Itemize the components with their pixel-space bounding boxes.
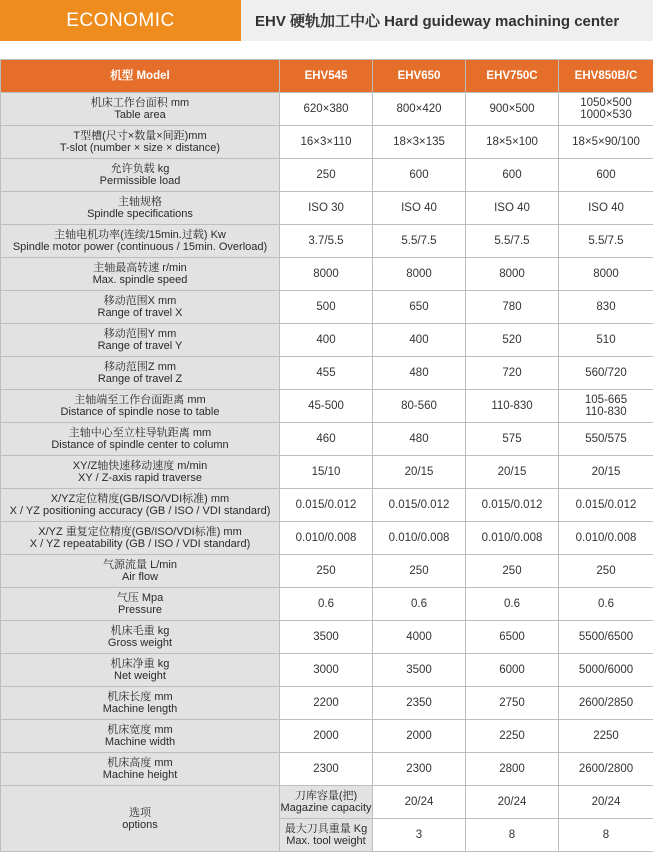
spec-value (280, 588, 373, 621)
row-label (1, 588, 280, 621)
table-row (1, 720, 653, 753)
spec-value (280, 93, 373, 126)
spec-value-line: 2800 (499, 763, 525, 775)
row-label-en: Permissible load (99, 175, 181, 187)
spec-value-line: 2600/2800 (578, 763, 634, 775)
table-row (1, 324, 653, 357)
table-row (1, 126, 653, 159)
spec-value (559, 456, 653, 489)
spec-value (373, 126, 466, 159)
spec-value-line: 20/24 (497, 796, 527, 808)
header-model: EHV750C (466, 60, 559, 93)
header-model: EHV650 (373, 60, 466, 93)
spec-value-line: 5500/6500 (578, 631, 634, 643)
row-label (1, 390, 280, 423)
spec-value (280, 390, 373, 423)
spec-value-line: ISO 30 (308, 202, 344, 214)
spec-value (466, 456, 559, 489)
spec-value (559, 489, 653, 522)
spec-value-line: 3500 (406, 664, 432, 676)
spec-value-line: 0.010/0.008 (388, 532, 450, 544)
spec-value (373, 621, 466, 654)
row-label (1, 225, 280, 258)
spec-value-line: 18×5×90/100 (572, 136, 640, 148)
spec-value-line: 3 (415, 829, 423, 841)
table-row (1, 489, 653, 522)
spec-value (559, 654, 653, 687)
spec-value (466, 522, 559, 555)
row-label-cn: 机床工作台面积 mm (90, 97, 190, 109)
spec-value (280, 489, 373, 522)
spec-value-line: 0.6 (318, 598, 334, 610)
spec-value (280, 621, 373, 654)
spec-value (466, 588, 559, 621)
spec-value-line: 250 (316, 169, 336, 181)
spec-value-line: 18×5×100 (486, 136, 538, 148)
table-row (1, 225, 653, 258)
spec-value (559, 93, 653, 126)
spec-value-line: 5.5/7.5 (494, 235, 530, 247)
spec-value-line: 2250 (593, 730, 619, 742)
row-label-cn: 主轴端至工作台面距离 mm (74, 394, 206, 406)
spec-value-line: 110-830 (585, 406, 627, 418)
spec-value-line: 800×420 (396, 103, 442, 115)
spec-value-line: 0.015/0.012 (481, 499, 543, 511)
spec-value-line: 8000 (406, 268, 432, 280)
spec-value-line: 5.5/7.5 (588, 235, 624, 247)
row-label-en: Table area (114, 109, 166, 121)
options-label-en: options (122, 818, 158, 831)
spec-value (373, 159, 466, 192)
spec-value-line: 8000 (593, 268, 619, 280)
spec-value (280, 423, 373, 456)
spec-value (559, 522, 653, 555)
table-row (1, 357, 653, 390)
row-label-en: Range of travel X (97, 307, 183, 319)
spec-value (466, 291, 559, 324)
spec-value (280, 225, 373, 258)
spec-value (373, 225, 466, 258)
spec-value-line: 3.7/5.5 (308, 235, 344, 247)
spec-value-line: 1000×530 (580, 109, 632, 121)
spec-value-line: 0.010/0.008 (295, 532, 357, 544)
row-label-cn: 机床长度 mm (107, 691, 173, 703)
spec-value (373, 588, 466, 621)
spec-value-line: 0.010/0.008 (481, 532, 543, 544)
table-row (1, 621, 653, 654)
spec-value-line: 0.6 (598, 598, 614, 610)
table-row (1, 192, 653, 225)
spec-value (559, 423, 653, 456)
row-label-cn: XY/Z轴快速移动速度 m/min (72, 460, 208, 472)
spec-value (280, 258, 373, 291)
row-label-cn: 机床高度 mm (107, 757, 173, 769)
spec-value-line: 2000 (406, 730, 432, 742)
spec-value (559, 390, 653, 423)
spec-value (373, 522, 466, 555)
spec-value (280, 291, 373, 324)
spec-value (280, 687, 373, 720)
spec-value (559, 621, 653, 654)
row-label-en: Distance of spindle nose to table (60, 406, 220, 418)
spec-value-line: 8000 (313, 268, 339, 280)
table-row (1, 588, 653, 621)
row-label (1, 456, 280, 489)
spec-value-line: 20/15 (404, 466, 434, 478)
table-row (1, 258, 653, 291)
spec-value-line: 2350 (406, 697, 432, 709)
row-label-en: T-slot (number × size × distance) (59, 142, 221, 154)
spec-value-line: 780 (502, 301, 522, 313)
row-label-cn: 机床宽度 mm (107, 724, 173, 736)
table-row (1, 390, 653, 423)
spec-value (373, 390, 466, 423)
row-label-cn: X/YZ 重复定位精度(GB/ISO/VDI标准) mm (38, 526, 242, 538)
spec-value-line: 20/15 (497, 466, 527, 478)
row-label-cn: 主轴规格 (118, 196, 162, 208)
spec-value (559, 687, 653, 720)
spec-value (373, 357, 466, 390)
table-row (1, 291, 653, 324)
row-label-en: Spindle specifications (87, 208, 193, 220)
row-label (1, 522, 280, 555)
spec-value (559, 786, 653, 819)
spec-value-line: 3500 (313, 631, 339, 643)
row-label-cn: T型槽(尺寸×数量×间距)mm (73, 130, 207, 142)
row-label (1, 357, 280, 390)
spec-value (559, 126, 653, 159)
spec-value-line: 0.015/0.012 (575, 499, 637, 511)
spec-value-line: 900×500 (489, 103, 535, 115)
row-label (1, 423, 280, 456)
row-label-en: Magazine capacity (280, 802, 372, 814)
spec-value (280, 522, 373, 555)
spec-value (559, 291, 653, 324)
spec-value-line: 600 (502, 169, 522, 181)
spec-value (373, 324, 466, 357)
spec-value-line: ISO 40 (588, 202, 624, 214)
spec-value-line: 520 (502, 334, 522, 346)
table-row (1, 786, 653, 819)
spec-value (466, 93, 559, 126)
table-row (1, 555, 653, 588)
row-label-cn: 机床净重 kg (110, 658, 170, 670)
spec-value (280, 357, 373, 390)
row-label (1, 192, 280, 225)
spec-value-line: 105-665 (584, 394, 628, 406)
spec-value (466, 126, 559, 159)
spec-value-line: ISO 40 (401, 202, 437, 214)
row-label-en: X / YZ repeatability (GB / ISO / VDI standard) (29, 538, 251, 550)
spec-value (280, 192, 373, 225)
spec-value-line: 16×3×110 (300, 136, 352, 148)
spec-value-line: 460 (316, 433, 336, 445)
spec-value-line: 575 (502, 433, 522, 445)
spec-value-line: 400 (316, 334, 336, 346)
table-row (1, 522, 653, 555)
spec-value-line: 20/15 (591, 466, 621, 478)
row-label-en: Air flow (121, 571, 159, 583)
spec-value (280, 720, 373, 753)
spec-value-line: 620×380 (303, 103, 349, 115)
spec-value (559, 753, 653, 786)
spec-value-line: 3000 (313, 664, 339, 676)
spec-value-line: 0.6 (411, 598, 427, 610)
spec-value-line: 5.5/7.5 (401, 235, 437, 247)
spec-value-line: 80-560 (401, 400, 437, 412)
spec-value-line: 2200 (313, 697, 339, 709)
spec-value-line: 2600/2850 (578, 697, 634, 709)
options-label-cn: 选项 (129, 806, 151, 819)
row-label-en: Distance of spindle center to column (51, 439, 229, 451)
spec-value-line: 0.015/0.012 (295, 499, 357, 511)
spec-value (280, 159, 373, 192)
spec-value-line: 45-500 (308, 400, 344, 412)
spec-value-line: 250 (502, 565, 522, 577)
spec-value-line: 2300 (406, 763, 432, 775)
spec-value-line: 18×3×135 (393, 136, 445, 148)
spec-value (373, 291, 466, 324)
table-row (1, 753, 653, 786)
spec-value (373, 93, 466, 126)
spec-value-line: 8 (602, 829, 610, 841)
row-label-en: Max. tool weight (286, 835, 366, 847)
spec-value (280, 324, 373, 357)
row-label-cn: 气压 Mpa (116, 592, 164, 604)
row-label (1, 489, 280, 522)
spec-value (373, 456, 466, 489)
row-label (1, 291, 280, 324)
spec-value (466, 555, 559, 588)
page-title: EHV 硬轨加工中心 Hard guideway machining center (241, 0, 653, 41)
row-label (1, 720, 280, 753)
row-label (1, 159, 280, 192)
spec-table-body (1, 93, 653, 852)
spec-value-line: 455 (316, 367, 336, 379)
row-label-cn: 主轴最高转速 r/min (93, 262, 187, 274)
row-label-cn: 最大刀具重量 Kg (284, 823, 368, 835)
table-row (1, 159, 653, 192)
row-label-en: Gross weight (107, 637, 173, 649)
spec-value (466, 159, 559, 192)
spec-value (280, 654, 373, 687)
spec-value-line: 830 (596, 301, 616, 313)
spec-value (559, 720, 653, 753)
spec-value (559, 159, 653, 192)
spec-value (373, 489, 466, 522)
row-label (1, 324, 280, 357)
spec-value-line: 0.6 (504, 598, 520, 610)
spec-value (373, 258, 466, 291)
row-label-en: Range of travel Y (97, 340, 183, 352)
row-label (1, 654, 280, 687)
spec-value (280, 456, 373, 489)
spec-value (559, 555, 653, 588)
table-row (1, 93, 653, 126)
row-label-en: Machine height (102, 769, 178, 781)
spec-value-line: 1050×500 (580, 97, 632, 109)
spec-value (280, 753, 373, 786)
row-label-cn: 主轴中心至立柱导轨距离 mm (68, 427, 212, 439)
spec-value (466, 654, 559, 687)
spec-value-line: 0.015/0.012 (388, 499, 450, 511)
spec-value-line: 15/10 (311, 466, 341, 478)
row-label-en: Machine length (102, 703, 178, 715)
spec-value (373, 555, 466, 588)
spec-value (466, 786, 559, 819)
spec-value-line: 560/720 (585, 367, 627, 379)
spec-value (466, 192, 559, 225)
spec-value-line: 600 (409, 169, 429, 181)
spec-value (373, 753, 466, 786)
spec-value-line: 0.010/0.008 (575, 532, 637, 544)
row-label (1, 93, 280, 126)
row-label-en: Net weight (114, 670, 166, 682)
spec-value-line: 720 (502, 367, 522, 379)
header-model: EHV850B/C (559, 60, 653, 93)
spec-value-line: 2300 (313, 763, 339, 775)
spec-value-line: 250 (596, 565, 616, 577)
spec-value (466, 357, 559, 390)
table-row (1, 423, 653, 456)
spec-value-line: 510 (596, 334, 616, 346)
spec-value-line: 6500 (499, 631, 525, 643)
spec-value (373, 423, 466, 456)
row-label (1, 126, 280, 159)
spec-value-line: 600 (596, 169, 616, 181)
spec-value-line: 110-830 (491, 400, 533, 412)
spec-value-line: 550/575 (585, 433, 627, 445)
spec-value (466, 423, 559, 456)
spec-value-line: 2750 (499, 697, 525, 709)
row-label-en: X / YZ positioning accuracy (GB / ISO / VDI standard) (9, 505, 271, 517)
spec-value (466, 819, 559, 852)
row-label-en: Pressure (117, 604, 163, 616)
spec-value (466, 621, 559, 654)
spec-value (373, 192, 466, 225)
spec-value (373, 654, 466, 687)
spec-value (373, 786, 466, 819)
spec-value-line: 20/24 (591, 796, 621, 808)
spec-value-line: 400 (409, 334, 429, 346)
spec-value (559, 192, 653, 225)
spec-value (466, 489, 559, 522)
spec-value-line: 250 (316, 565, 336, 577)
spec-value (373, 819, 466, 852)
spec-value (466, 720, 559, 753)
row-label (1, 258, 280, 291)
spec-value (559, 588, 653, 621)
spec-value-line: 6000 (499, 664, 525, 676)
series-label: ECONOMIC (0, 0, 241, 41)
spec-value (466, 753, 559, 786)
spec-value-line: 4000 (406, 631, 432, 643)
table-header-row (1, 60, 653, 93)
spec-value (466, 687, 559, 720)
table-row (1, 456, 653, 489)
row-label (1, 555, 280, 588)
row-label-en: Spindle motor power (continuous / 15min. Overload) (12, 241, 268, 253)
spec-value (466, 324, 559, 357)
table-row (1, 654, 653, 687)
row-label-cn: 气源流量 L/min (103, 559, 177, 571)
spec-value (559, 357, 653, 390)
row-label-cn: 移动范围Y mm (103, 328, 177, 340)
options-group-label (1, 786, 280, 852)
row-label-cn: 刀库容量(把) (294, 790, 358, 802)
row-label-en: Max. spindle speed (92, 274, 188, 286)
row-label-cn: 移动范围Z mm (103, 361, 177, 373)
header-model-label: 机型 Model (1, 60, 280, 93)
row-label (280, 819, 373, 852)
spec-value-line: 5000/6000 (578, 664, 634, 676)
spec-value (559, 258, 653, 291)
spec-value-line: 20/24 (404, 796, 434, 808)
spec-table (0, 59, 653, 852)
spec-value-line: 480 (409, 433, 429, 445)
row-label-cn: 允许负载 kg (110, 163, 170, 175)
spec-value-line: 500 (316, 301, 336, 313)
spec-value-line: 480 (409, 367, 429, 379)
row-label-cn: X/YZ定位精度(GB/ISO/VDI标准) mm (50, 493, 230, 505)
spec-value (559, 324, 653, 357)
spec-value-line: 2000 (313, 730, 339, 742)
spec-value-line: 650 (409, 301, 429, 313)
row-label (1, 753, 280, 786)
spec-value (466, 390, 559, 423)
row-label (280, 786, 373, 819)
spec-value (559, 819, 653, 852)
spec-value (280, 126, 373, 159)
row-label (1, 687, 280, 720)
row-label-en: Range of travel Z (97, 373, 183, 385)
spec-value (280, 555, 373, 588)
row-label-en: XY / Z-axis rapid traverse (78, 472, 202, 484)
spec-value (373, 720, 466, 753)
spec-value-line: 250 (409, 565, 429, 577)
spec-value-line: ISO 40 (494, 202, 530, 214)
header-banner (0, 0, 653, 41)
row-label (1, 621, 280, 654)
row-label-en: Machine width (104, 736, 176, 748)
spec-value-line: 8 (508, 829, 516, 841)
table-row (1, 687, 653, 720)
spec-value-line: 2250 (499, 730, 525, 742)
spec-value (559, 225, 653, 258)
spec-value (466, 225, 559, 258)
row-label-cn: 移动范围X mm (103, 295, 177, 307)
spec-value-line: 8000 (499, 268, 525, 280)
spec-value (466, 258, 559, 291)
row-label-cn: 机床毛重 kg (110, 625, 170, 637)
spec-value (373, 687, 466, 720)
row-label-cn: 主轴电机功率(连续/15min.过载) Kw (54, 229, 226, 241)
header-model: EHV545 (280, 60, 373, 93)
